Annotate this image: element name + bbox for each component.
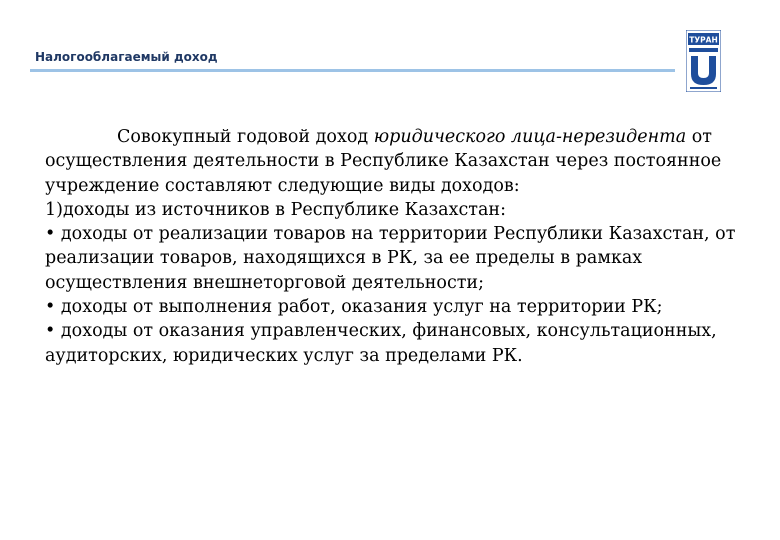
svg-text:ТУРАН: ТУРАН	[689, 35, 718, 45]
slide-body	[45, 125, 773, 368]
list-item: • доходы от оказания управленческих, финансовых, консультационных, аудиторских, юридических услуг за пределами РК.	[45, 321, 717, 366]
header-divider	[30, 69, 675, 72]
list-item: • доходы от реализации товаров на территории Республики Казахстан, от реализации товаров, находящихся в РК, за ее пределы в рамках осуществления внешнеторговой деятельности;	[45, 224, 736, 293]
item-1-heading: 1)доходы из источников в Республике Казахстан:	[45, 199, 506, 220]
slide-title: Налогооблагаемый доход	[35, 50, 218, 64]
intro-rest: от осуществления деятельности в Республике Казахстан через постоянное учреждение составляют следующие виды доходов:	[45, 127, 722, 196]
list-item: • доходы от выполнения работ, оказания услуг на территории РК;	[45, 297, 663, 318]
intro-start: Совокупный годовой доход	[117, 127, 374, 147]
turan-university-logo-icon	[686, 30, 721, 92]
intro-italic-term: юридического лица-нерезидента	[373, 127, 687, 147]
intro-paragraph	[45, 125, 773, 198]
